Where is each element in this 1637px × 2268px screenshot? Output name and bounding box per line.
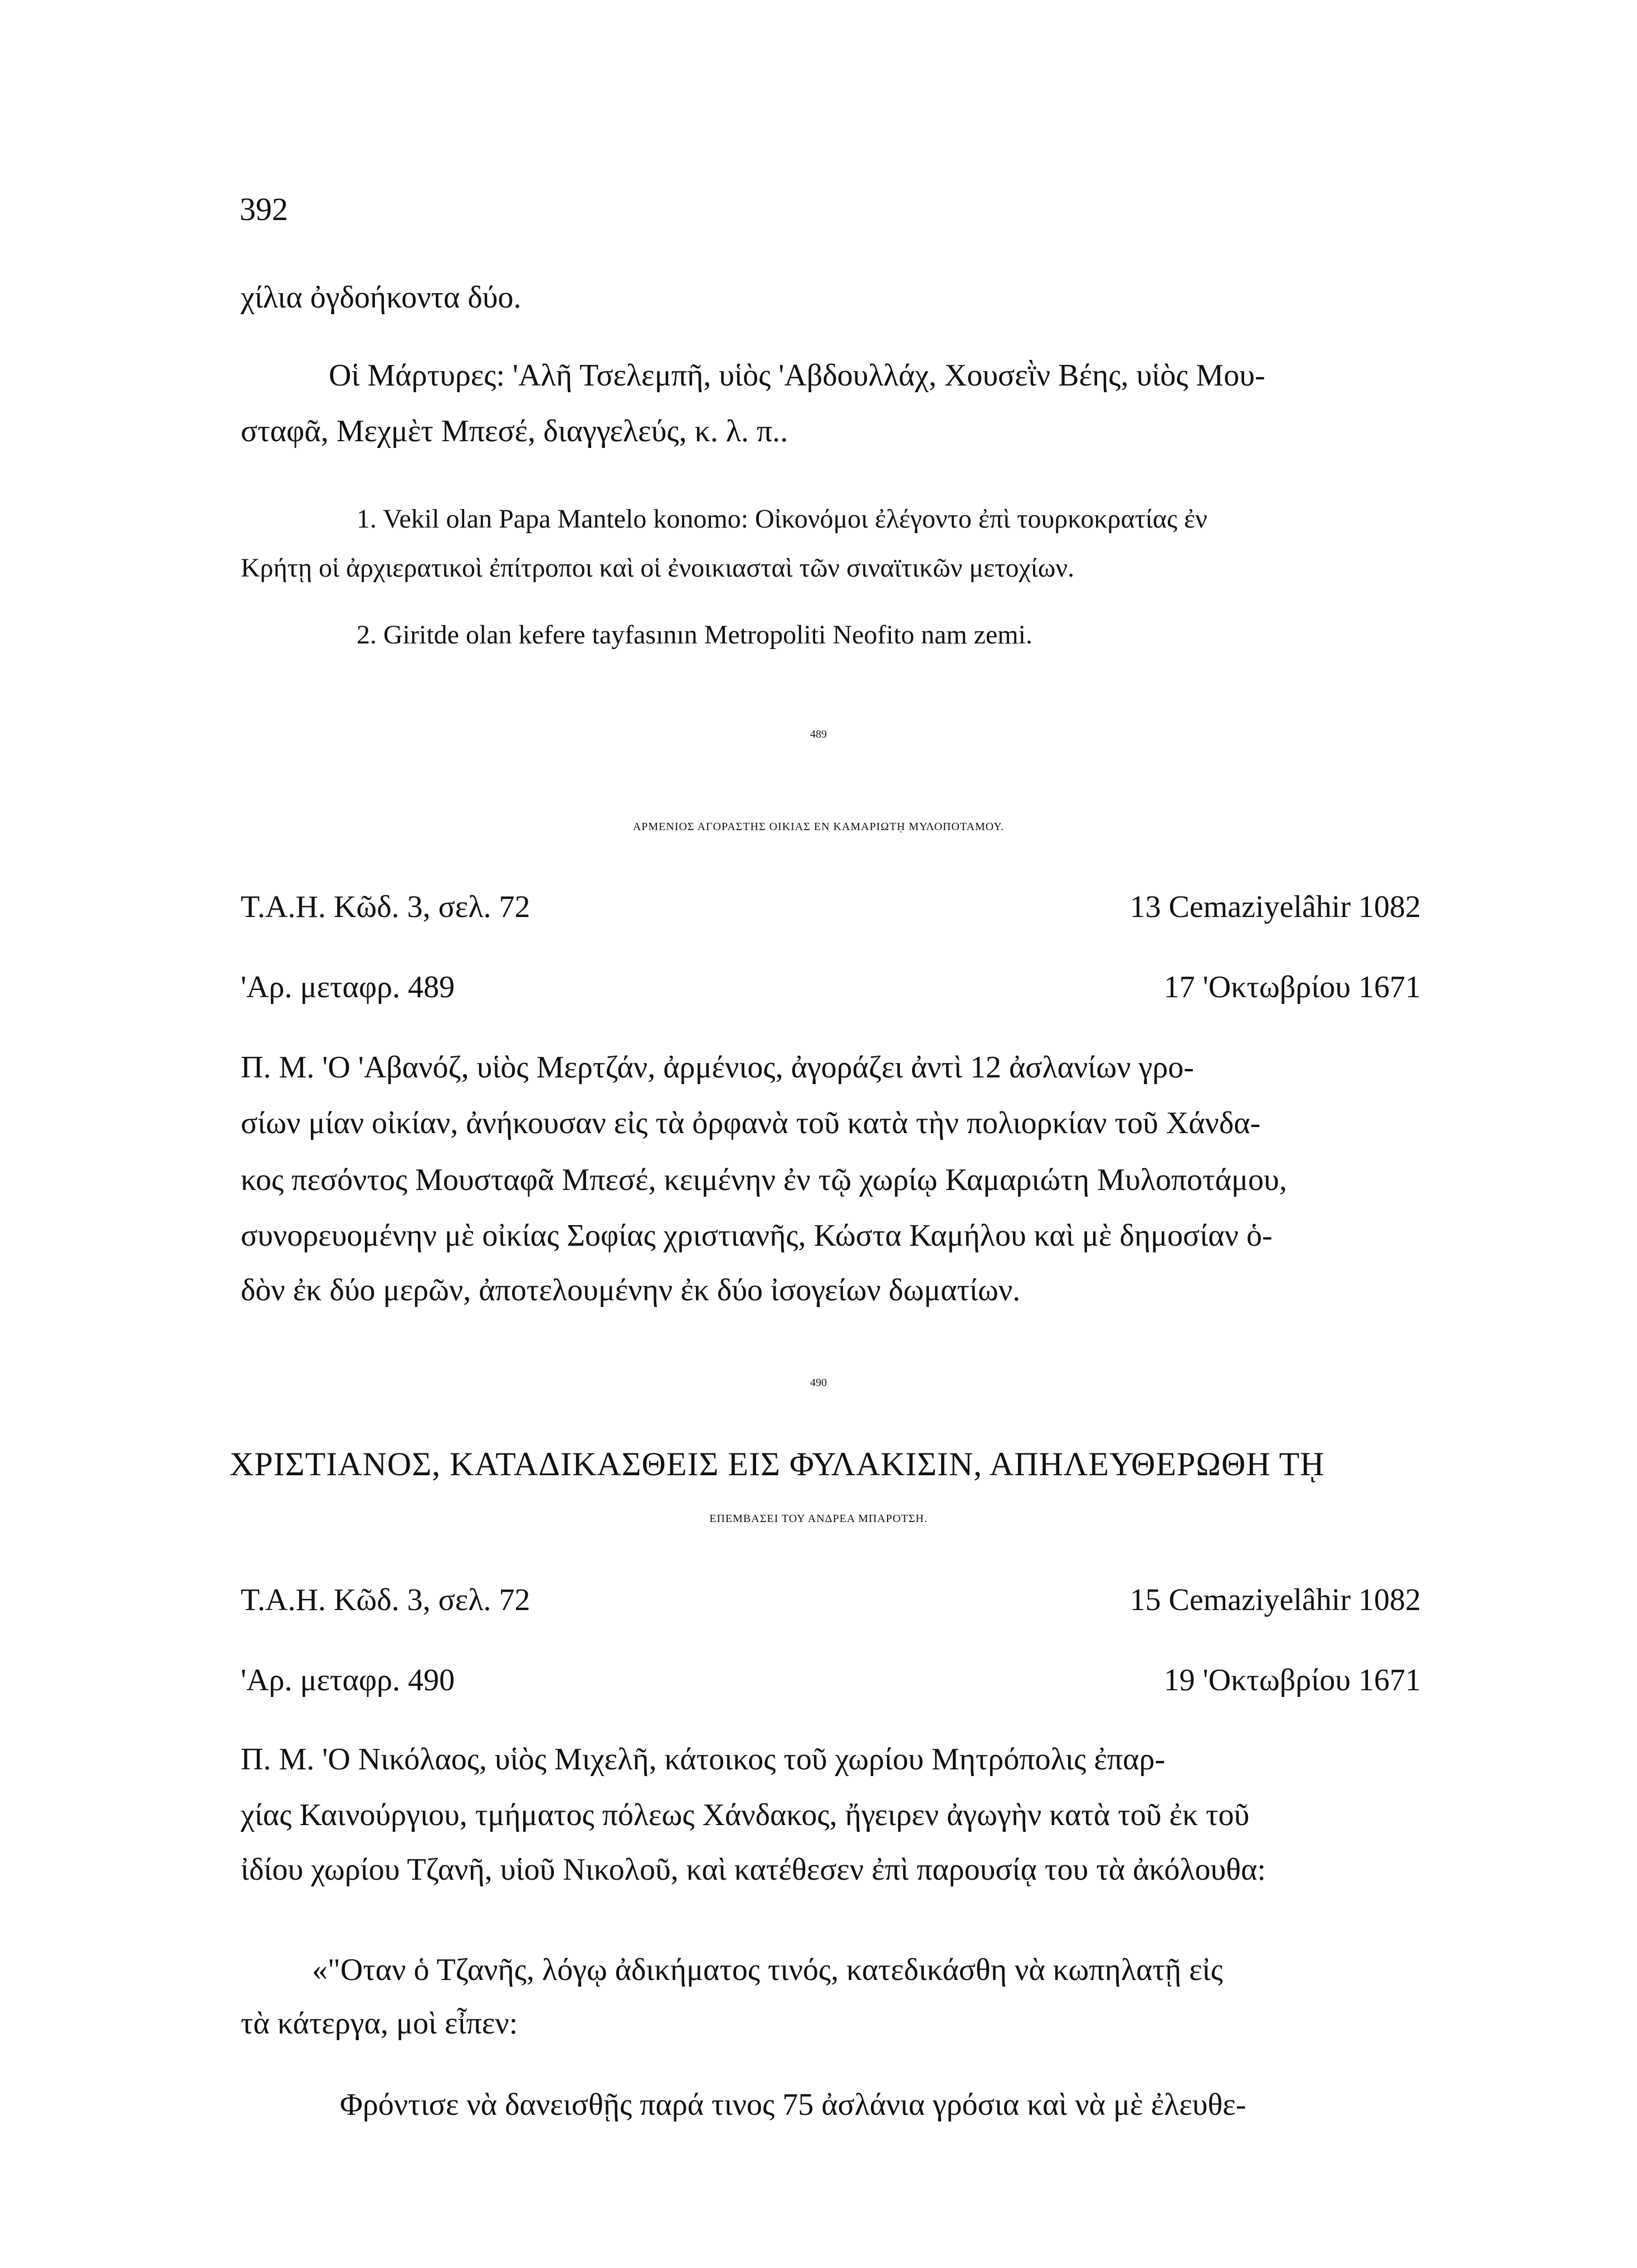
doc489-body-line-4: συνορευομένην μὲ οἰκίας Σοφίας χριστιανῆς, Κώστα Καμήλου καὶ μὲ δημοσίαν ὁ- xyxy=(241,1218,1273,1253)
doc490-title-line-1: ΧΡΙΣΤΙΑΝΟΣ, ΚΑΤΑΔΙΚΑΣΘΕΙΣ ΕΙΣ ΦΥΛΑΚΙΣΙΝ, ΑΠΗΛΕΥΘΕΡΩΘΗ Τῌ xyxy=(230,1446,1325,1482)
doc490-ref-right-1: 15 Cemaziyelâhir 1082 xyxy=(1129,1583,1421,1617)
footnote-1-line-2: Κρήτῃ οἱ ἀρχιερατικοὶ ἐπίτροποι καὶ οἱ ἐνοικιασταὶ τῶν σιναϊτικῶν μετοχίων. xyxy=(241,553,1075,583)
doc489-ref-left-2: 'Αρ. μεταφρ. 489 xyxy=(241,970,455,1004)
doc490-ref-right-2: 19 'Οκτωβρίου 1671 xyxy=(1163,1663,1421,1698)
doc490-body-line-2: χίας Καινούργιου, τμήματος πόλεως Χάνδακος, ἤγειρεν ἀγωγὴν κατὰ τοῦ ἐκ τοῦ xyxy=(241,1798,1250,1832)
footnote-2: 2. Giritde olan kefere tayfasının Metropoliti Neofito nam zemi. xyxy=(357,620,1032,650)
doc489-title: ΑΡΜΕΝΙΟΣ ΑΓΟΡΑΣΤΗΣ ΟΙΚΙΑΣ ΕΝ ΚΑΜΑΡΙΩΤῌ ΜΥΛΟΠΟΤΑΜΟΥ. xyxy=(632,821,1005,833)
doc489-body-line-2: σίων μίαν οἰκίαν, ἀνήκουσαν εἰς τὰ ὀρφανὰ τοῦ κατὰ τὴν πολιορκίαν τοῦ Χάνδα- xyxy=(241,1106,1261,1140)
doc490-body-line-4: «"Οταν ὁ Τζανῆς, λόγῳ ἀδικήματος τινός, κατεδικάσθη νὰ κωπηλατῇ εἰς xyxy=(312,1953,1223,1987)
doc489-body-line-5: δὸν ἐκ δύο μερῶν, ἀποτελουμένην ἐκ δύο ἰσογείων δωματίων. xyxy=(241,1273,1021,1308)
doc490-ref-left-1: Τ.Α.Η. Κῶδ. 3, σελ. 72 xyxy=(241,1583,530,1617)
doc490-body-line-1: Π. Μ. 'Ο Νικόλαος, υἱὸς Μιχελῆ, κάτοικος τοῦ χωρίου Μητρόπολις ἐπαρ- xyxy=(241,1742,1166,1777)
doc489-number: 489 xyxy=(810,728,827,740)
doc490-body-line-5: τὰ κάτεργα, μοὶ εἶπεν: xyxy=(241,2006,518,2041)
doc489-ref-left-1: Τ.Α.Η. Κῶδ. 3, σελ. 72 xyxy=(241,890,530,924)
witnesses-line-2: σταφᾶ, Μεχμὲτ Μπεσέ, διαγγελεύς, κ. λ. π.. xyxy=(241,414,788,448)
doc490-body-line-3: ἰδίου χωρίου Τζανῆ, υἱοῦ Νικολοῦ, καὶ κατέθεσεν ἐπὶ παρουσίᾳ του τὰ ἀκόλουθα: xyxy=(241,1852,1266,1887)
doc489-ref-right-2: 17 'Οκτωβρίου 1671 xyxy=(1163,970,1421,1004)
witnesses-line-1: Οἱ Μάρτυρες: 'Αλῆ Τσελεμπῆ, υἱὸς 'Αβδουλλάχ, Χουσεῒν Βέης, υἱὸς Μου- xyxy=(329,358,1265,393)
doc490-body-line-6: Φρόντισε νὰ δανεισθῇς παρά τινος 75 ἀσλάνια γρόσια καὶ νὰ μὲ ἐλευθε- xyxy=(340,2087,1246,2122)
page-number: 392 xyxy=(240,191,288,227)
doc489-body-line-1: Π. Μ. 'Ο 'Αβανόζ, υἱὸς Μερτζάν, ἀρμένιος, ἀγοράζει ἀντὶ 12 ἀσλανίων γρο- xyxy=(241,1050,1194,1085)
footnote-1-line-1: 1. Vekil olan Papa Mantelo konomo: Οἰκονόμοι ἐλέγοντο ἐπὶ τουρκοκρατίας ἐν xyxy=(357,504,1207,534)
doc490-ref-left-2: 'Αρ. μεταφρ. 490 xyxy=(241,1663,455,1698)
doc489-body-line-3: κος πεσόντος Μουσταφᾶ Μπεσέ, κειμένην ἐν τῷ χωρίῳ Καμαριώτη Μυλοποτάμου, xyxy=(241,1163,1287,1197)
doc490-title-line-2: ΕΠΕΜΒΑΣΕΙ ΤΟΥ ΑΝΔΡΕΑ ΜΠΑΡΟΤΣΗ. xyxy=(709,1513,928,1525)
closing-line: χίλια ὀγδοήκοντα δύο. xyxy=(241,280,522,315)
doc489-ref-right-1: 13 Cemaziyelâhir 1082 xyxy=(1129,890,1421,924)
doc490-number: 490 xyxy=(810,1377,827,1389)
